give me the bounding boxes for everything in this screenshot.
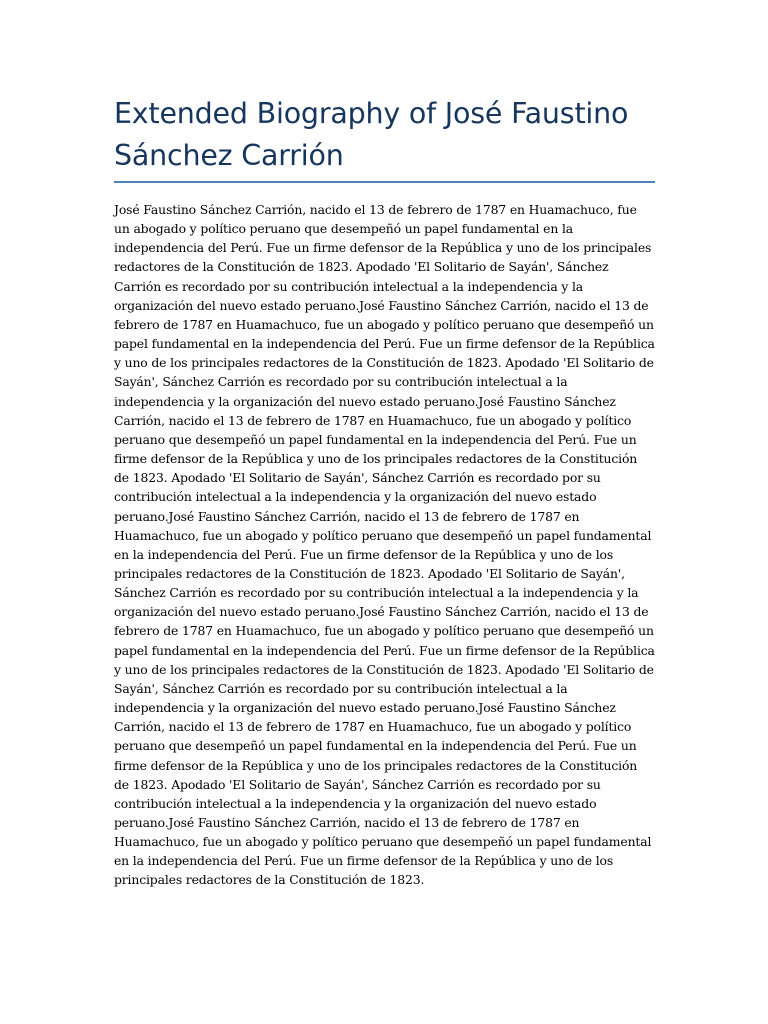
document-page — [114, 93, 655, 890]
document-title: Extended Biography of José Faustino Sánchez Carrión — [114, 97, 629, 172]
title-underline-rule — [114, 181, 655, 183]
body-paragraph: José Faustino Sánchez Carrión, nacido el 13 de febrero de 1787 en Huamachuco, fue un abogado y político peruano que desempeñó un papel fundamental en la independencia del Perú. Fue un firme defensor de la República y uno de los principales redactores de la Constitución de 1823. Apodado 'El Solitario de Sayán', Sánchez Carrión es recordado por su contribución intelectual a la independencia y la organización del nuevo estado peruano.José Faustino Sánchez Carrión, nacido el 13 de febrero de 1787 en Huamachuco, fue un abogado y político peruano que desempeñó un papel fundamental en la independencia del Perú. Fue un firme defensor de la República y uno de los principales redactores de la Constitución de 1823. Apodado 'El Solitario de Sayán', Sánchez Carrión es recordado por su contribución intelectual a la independencia y la organización del nuevo estado peruano.José Faustino Sánchez Carrión, nacido el 13 de febrero de 1787 en Huamachuco, fue un abogado y político peruano que desempeñó un papel fundamental en la independencia del Perú. Fue un firme defensor de la República y uno de los principales redactores de la Constitución de 1823. Apodado 'El Solitario de Sayán', Sánchez Carrión es recordado por su contribución intelectual a la independencia y la organización del nuevo estado peruano.José Faustino Sánchez Carrión, nacido el 13 de febrero de 1787 en Huamachuco, fue un abogado y político peruano que desempeñó un papel fundamental en la independencia del Perú. Fue un firme defensor de la República y uno de los principales redactores de la Constitución de 1823. Apodado 'El Solitario de Sayán', Sánchez Carrión es recordado por su contribución intelectual a la independencia y la organización del nuevo estado peruano.José Faustino Sánchez Carrión, nacido el 13 de febrero de 1787 en Huamachuco, fue un abogado y político peruano que desempeñó un papel fundamental en la independencia del Perú. Fue un firme defensor de la República y uno de los principales redactores de la Constitución de 1823. Apodado 'El Solitario de Sayán', Sánchez Carrión es recordado por su contribución intelectual a la independencia y la organización del nuevo estado peruano.José Faustino Sánchez Carrión, nacido el 13 de febrero de 1787 en Huamachuco, fue un abogado y político peruano que desempeñó un papel fundamental en la independencia del Perú. Fue un firme defensor de la República y uno de los principales redactores de la Constitución de 1823. Apodado 'El Solitario de Sayán', Sánchez Carrión es recordado por su contribución intelectual a la independencia y la organización del nuevo estado peruano.José Faustino Sánchez Carrión, nacido el 13 de febrero de 1787 en Huamachuco, fue un abogado y político peruano que desempeñó un papel fundamental en la independencia del Perú. Fue un firme defensor de la República y uno de los principales redactores de la Constitución de 1823. — [114, 202, 655, 888]
